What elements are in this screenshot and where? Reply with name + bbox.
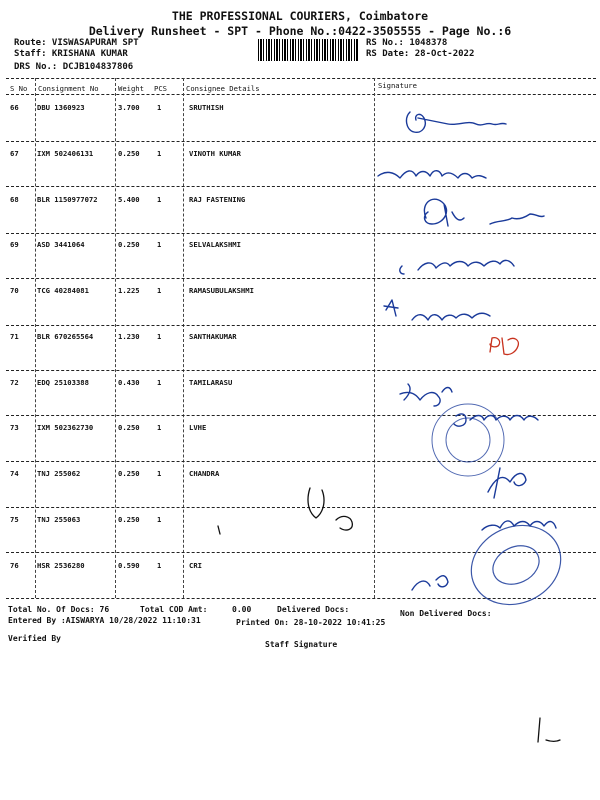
row-weight: 0.250	[118, 423, 140, 432]
row-divider	[6, 325, 596, 326]
row-consignment: HSR 2536280	[37, 561, 85, 570]
staff-signature-label: Staff Signature	[265, 640, 338, 649]
row-sno: 74	[10, 469, 19, 478]
row-consignment: BLR 1150977072	[37, 195, 98, 204]
drs-number: DRS No.: DCJB104837806	[14, 62, 134, 72]
col-header-pcs: PCS	[154, 84, 167, 93]
row-divider	[6, 233, 596, 234]
col-header-signature: Signature	[378, 81, 417, 90]
pen-mark-75	[218, 488, 352, 534]
column-divider	[183, 78, 184, 598]
company-stamp-seal	[458, 511, 573, 619]
rs-date: RS Date: 28-Oct-2022	[366, 49, 475, 59]
row-consignee: SELVALAKSHMI	[189, 240, 241, 249]
row-divider	[6, 507, 596, 508]
row-weight: 0.250	[118, 469, 140, 478]
row-consignee: CRI	[189, 561, 202, 570]
row-consignment: IXM 502406131	[37, 149, 94, 158]
row-weight: 0.250	[118, 149, 140, 158]
row-sno: 73	[10, 423, 19, 432]
row-sno: 66	[10, 103, 19, 112]
row-weight: 0.250	[118, 515, 140, 524]
row-pcs: 1	[157, 332, 162, 341]
col-header-consignee: Consignee Details	[186, 84, 260, 93]
signature-74	[488, 468, 526, 498]
signature-72	[400, 384, 452, 406]
row-consignee: LVHE	[189, 423, 207, 432]
row-pcs: 1	[157, 561, 162, 570]
printed-on: Printed On: 28-10-2022 10:41:25	[236, 618, 386, 627]
staff-label: Staff: KRISHANA KUMAR	[14, 49, 128, 59]
column-divider	[374, 78, 375, 598]
row-consignee: CHANDRA	[189, 469, 220, 478]
col-header-weight: Weight	[118, 84, 144, 93]
total-docs: Total No. Of Docs: 76	[8, 605, 110, 614]
row-consignment: TNJ 255062	[37, 469, 81, 478]
row-weight: 0.250	[118, 240, 140, 249]
row-consignee: TAMILARASU	[189, 378, 233, 387]
row-pcs: 1	[157, 469, 162, 478]
document-subtitle: Delivery Runsheet - SPT - Phone No.:0422-3505555 - Page No.:6	[88, 24, 512, 38]
table-bottom-rule	[6, 598, 596, 599]
row-sno: 68	[10, 195, 19, 204]
verified-by: Verified By	[8, 634, 61, 643]
pen-mark-bottom-right	[538, 718, 560, 742]
row-divider	[6, 552, 596, 553]
column-divider	[35, 78, 36, 598]
row-pcs: 1	[157, 195, 162, 204]
row-consignment: TCG 40284081	[37, 286, 89, 295]
document-title: THE PROFESSIONAL COURIERS, Coimbatore	[171, 9, 429, 23]
row-consignment: TNJ 255063	[37, 515, 81, 524]
row-weight: 0.590	[118, 561, 140, 570]
col-header-sno: S No	[10, 84, 28, 93]
row-sno: 72	[10, 378, 19, 387]
signature-66	[407, 112, 506, 132]
total-cod-label: Total COD Amt:	[140, 605, 208, 614]
row-pcs: 1	[157, 515, 162, 524]
row-consignment: ASD 3441064	[37, 240, 85, 249]
row-pcs: 1	[157, 240, 162, 249]
row-weight: 1.225	[118, 286, 140, 295]
signature-68	[424, 199, 544, 226]
row-divider	[6, 461, 596, 462]
row-consignment: DBU 1360923	[37, 103, 85, 112]
row-divider	[6, 141, 596, 142]
row-consignee: VINOTH KUMAR	[189, 149, 241, 158]
table-top-rule	[6, 78, 596, 79]
row-consignee: SRUTHISH	[189, 103, 224, 112]
signature-69	[400, 260, 514, 274]
row-pcs: 1	[157, 378, 162, 387]
delivered-docs: Delivered Docs:	[277, 605, 350, 614]
row-divider	[6, 278, 596, 279]
signature-75	[482, 521, 556, 530]
non-delivered-docs: Non Delivered Docs:	[400, 609, 492, 618]
column-divider	[115, 78, 116, 598]
rs-number: RS No.: 1048378	[366, 38, 448, 48]
row-weight: 3.700	[118, 103, 140, 112]
signature-76	[412, 576, 448, 590]
row-pcs: 1	[157, 286, 162, 295]
row-consignment: IXM 502362730	[37, 423, 94, 432]
row-pcs: 1	[157, 103, 162, 112]
row-sno: 76	[10, 561, 19, 570]
signature-70	[384, 300, 490, 320]
row-consignment: BLR 670265564	[37, 332, 94, 341]
red-ink-mark-71	[490, 338, 518, 355]
row-sno: 67	[10, 149, 19, 158]
barcode-image	[258, 39, 358, 61]
row-divider	[6, 370, 596, 371]
total-cod-value: 0.00	[232, 605, 252, 614]
row-sno: 70	[10, 286, 19, 295]
entered-by: Entered By :AISWARYA 10/28/2022 11:10:31	[8, 616, 201, 625]
header-bottom-rule	[6, 94, 596, 95]
row-weight: 5.400	[118, 195, 140, 204]
row-sno: 75	[10, 515, 19, 524]
row-divider	[6, 415, 596, 416]
row-pcs: 1	[157, 149, 162, 158]
route-label: Route: VISWASAPURAM SPT	[14, 38, 139, 48]
row-sno: 71	[10, 332, 19, 341]
row-weight: 1.230	[118, 332, 140, 341]
row-consignment: EDQ 25103388	[37, 378, 89, 387]
row-weight: 0.430	[118, 378, 140, 387]
col-header-consignment: Consignment No	[38, 84, 99, 93]
row-pcs: 1	[157, 423, 162, 432]
signature-67	[378, 171, 486, 178]
row-consignee: RAMASUBULAKSHMI	[189, 286, 254, 295]
row-divider	[6, 186, 596, 187]
row-sno: 69	[10, 240, 19, 249]
row-consignee: RAJ FASTENING	[189, 195, 246, 204]
row-consignee: SANTHAKUMAR	[189, 332, 237, 341]
